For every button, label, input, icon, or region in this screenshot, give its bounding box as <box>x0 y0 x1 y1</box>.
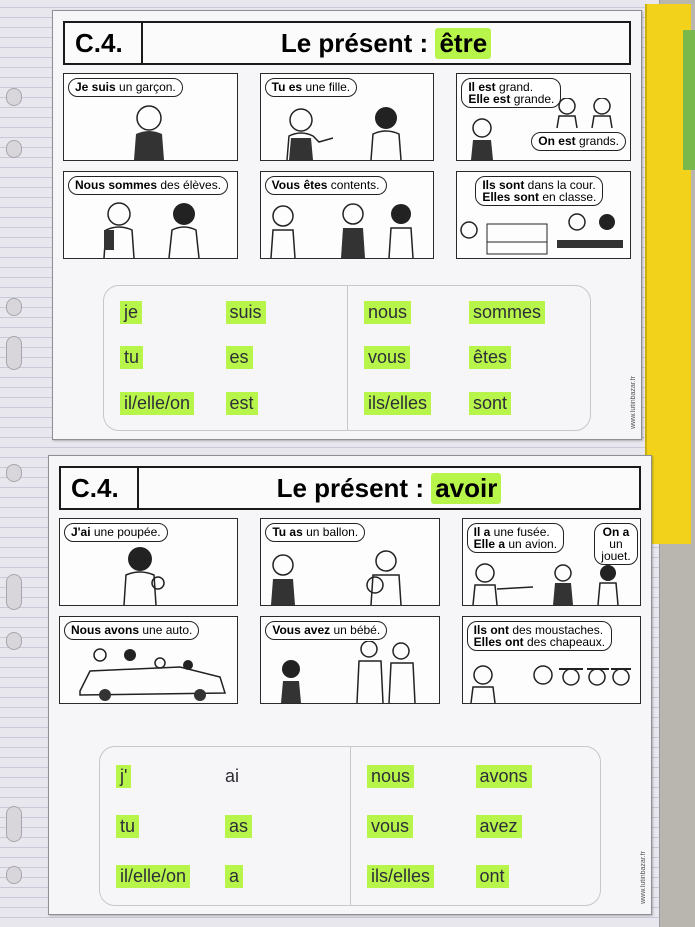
boy-ball-illustration <box>261 543 431 605</box>
binder-hole <box>6 298 22 316</box>
verb-form: est <box>226 392 258 415</box>
children-illustration <box>261 196 431 258</box>
card-header <box>63 21 631 65</box>
pronoun: nous <box>367 765 414 788</box>
conjugation-row <box>364 381 574 426</box>
lesson-title <box>139 468 639 508</box>
children-toys-illustration <box>463 543 633 605</box>
comic-panel <box>260 73 435 161</box>
comic-panel <box>260 171 435 259</box>
comic-panel <box>260 518 439 606</box>
conjugation-row <box>367 801 584 851</box>
title-prefix: Le présent : <box>276 472 424 503</box>
card-header <box>59 466 641 510</box>
title-prefix: Le présent : <box>280 27 429 58</box>
lesson-card-avoir <box>48 455 652 915</box>
speech-bubble: J'ai une poupée. <box>64 523 168 542</box>
pronoun: ils/elles <box>367 865 434 888</box>
speech-bubble: Vous avez un bébé. <box>265 621 387 640</box>
pronoun: tu <box>116 815 139 838</box>
lesson-code: C.4. <box>65 23 143 63</box>
binder-hole <box>6 866 22 884</box>
speech-bubble: On est grands. <box>531 132 626 151</box>
conjugation-table <box>103 285 591 431</box>
verb-form: a <box>225 865 243 888</box>
plural-column <box>350 747 600 905</box>
pronoun: je <box>120 301 142 324</box>
comic-panel <box>456 73 631 161</box>
verb-form: suis <box>226 301 266 324</box>
speech-bubble: Nous avons une auto. <box>64 621 199 640</box>
conjugation-row <box>120 381 331 426</box>
binder-hole <box>6 632 22 650</box>
verb-form: êtes <box>469 346 511 369</box>
conjugation-row <box>120 335 331 380</box>
speech-bubble: Tu as un ballon. <box>265 523 365 542</box>
conjugation-row <box>116 751 334 801</box>
pupils-illustration <box>64 196 234 258</box>
verb-form: ai <box>225 765 240 786</box>
credit-text: www.lutinbazar.fr <box>640 851 647 904</box>
conjugation-row <box>364 335 574 380</box>
comic-panels <box>63 73 631 259</box>
child-illustration <box>64 98 234 160</box>
speech-bubble: Je suis un garçon. <box>68 78 183 97</box>
parents-baby-illustration <box>261 641 431 703</box>
lesson-code: C.4. <box>61 468 139 508</box>
comic-panel <box>59 518 238 606</box>
pronoun: j' <box>116 765 131 788</box>
speech-bubble: On a un jouet. <box>594 523 638 565</box>
comic-panels <box>59 518 641 704</box>
speech-bubble: Nous sommes des élèves. <box>68 176 228 195</box>
binder-hole <box>6 336 22 370</box>
conjugation-row <box>120 290 331 335</box>
title-verb: avoir <box>431 473 501 504</box>
comic-panel <box>260 616 439 704</box>
people-hats-illustration <box>463 641 633 703</box>
pronoun: vous <box>364 346 410 369</box>
comic-panel <box>59 616 238 704</box>
comic-panel <box>456 171 631 259</box>
plural-column <box>347 286 590 430</box>
pronoun: il/elle/on <box>116 865 190 888</box>
speech-bubble: Il est grand. Elle est grande. <box>461 78 561 108</box>
verb-form: sommes <box>469 301 545 324</box>
girl-doll-illustration <box>60 543 230 605</box>
pronoun: tu <box>120 346 143 369</box>
conjugation-row <box>116 801 334 851</box>
singular-column <box>104 286 347 430</box>
credit-text: www.lutinbazar.fr <box>630 376 637 429</box>
speech-bubble: Ils sont dans la cour. Elles sont en classe. <box>475 176 603 206</box>
binder-hole <box>6 574 22 610</box>
lesson-title <box>143 23 629 63</box>
comic-panel <box>462 518 641 606</box>
speech-bubble: Il a une fusée. Elle a un avion. <box>467 523 564 553</box>
comic-panel <box>63 73 238 161</box>
binder-hole <box>6 806 22 842</box>
singular-column <box>100 747 350 905</box>
comic-panel <box>63 171 238 259</box>
verb-form: es <box>226 346 253 369</box>
conjugation-table <box>99 746 601 906</box>
pronoun: ils/elles <box>364 392 431 415</box>
classroom-illustration <box>457 196 627 258</box>
lesson-card-etre <box>52 10 642 440</box>
pronoun: vous <box>367 815 413 838</box>
verb-form: avez <box>476 815 522 838</box>
speech-bubble: Tu es une fille. <box>265 78 357 97</box>
comic-panel <box>462 616 641 704</box>
title-verb: être <box>435 28 491 59</box>
conjugation-row <box>116 851 334 901</box>
binder-hole <box>6 140 22 158</box>
speech-bubble: Vous êtes contents. <box>265 176 387 195</box>
verb-form: ont <box>476 865 509 888</box>
binder-hole <box>6 464 22 482</box>
children-illustration <box>261 98 431 160</box>
verb-form: as <box>225 815 252 838</box>
green-divider-tab <box>683 30 695 170</box>
conjugation-row <box>367 851 584 901</box>
conjugation-row <box>367 751 584 801</box>
family-illustration <box>457 98 627 160</box>
conjugation-row <box>364 290 574 335</box>
verb-form: sont <box>469 392 511 415</box>
speech-bubble: Ils ont des moustaches. Elles ont des chapeaux. <box>467 621 612 651</box>
pronoun: nous <box>364 301 411 324</box>
binder-hole <box>6 88 22 106</box>
binder-holes <box>4 0 28 927</box>
pronoun: il/elle/on <box>120 392 194 415</box>
verb-form: avons <box>476 765 532 788</box>
family-car-illustration <box>60 641 230 703</box>
